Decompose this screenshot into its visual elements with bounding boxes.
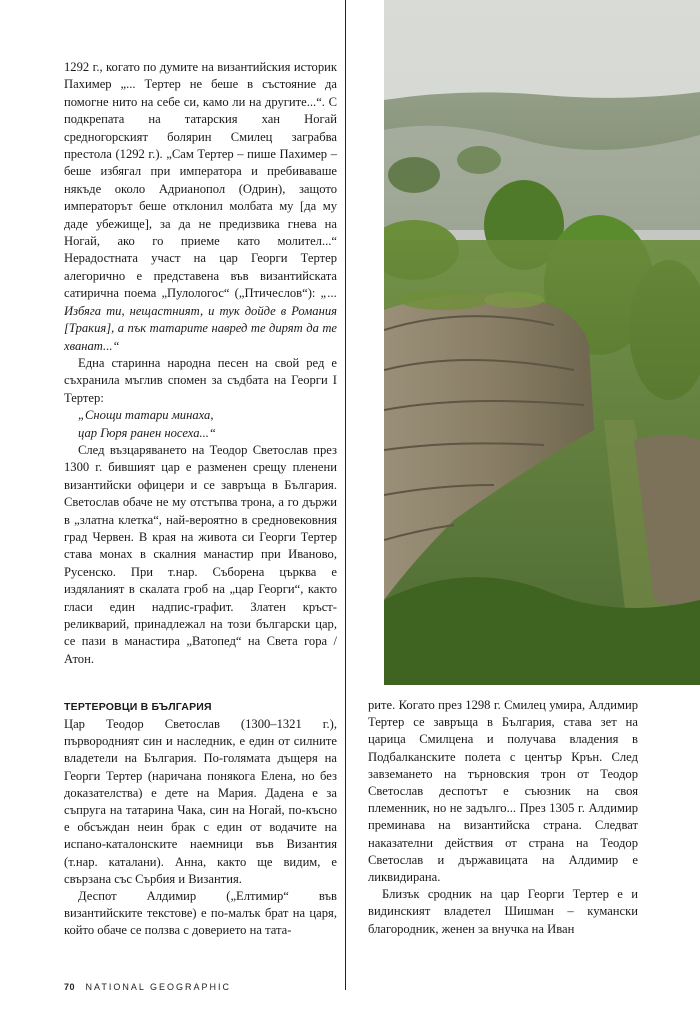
poem-quote: „... Избяга ти, нещастният, и тук дойде в Романия [Тракия], а пък татарите навред те дирят да те хванат...“ [64, 286, 337, 353]
landscape-illustration [384, 0, 700, 685]
column-divider [345, 0, 346, 690]
paragraph-aldimir-start: Деспот Алдимир („Елтимир“ във византийските текстове) е по-малък брат на царя, който обаче се ползва с доверието на тата- [64, 889, 337, 938]
lower-column-divider [345, 690, 346, 990]
verse-line-2: цар Гюря ранен носеха...“ [78, 425, 216, 440]
paragraph-theodore-svetoslav: Цар Теодор Светослав (1300–1321 г.), първородният син и наследник, е един от силните владетели на България. По-голямата дъщеря на Георги Тертер (наричана понякога Елена, но без доказателства) е дете на Мария. Дадена е за съпруга на татарина Чака, син на Ногай, по-късно е обсъждан неин брак с един от водачите на испано-каталонските наемници във Византия (т.нар. каталани). Анна, както ще видим, е свързана със Сърбия и Византия. [64, 717, 337, 886]
paragraph-pachymeres: 1292 г., когато по думите на византийския историк Пахимер „... Тертер не беше в състояние да помогне нито на себе си, камо ли на другите...“. С подкрепата на татарския хан Ногай средногорският болярин Смилец заграбва престола (1292 г.). „Сам Тертер – пише Пахимер – беше избягал при императора и пребиваваше някъде около Адрианопол (Одрин), защото императорът беше отклонил молбата му [да му даде убежище], за да не предизвика гнева на Ногай, ако го приеме като молител...“ Нерадостната участ на цар Георги Тертер алегорично е представена във византийската сатирична поема „Пулологос“ („Птичеслов“): „... Избяга ти, нещастният, и тук дойде в Романия [Тракия], а пък татарите навред те дирят да те хванат...“ [64, 60, 337, 353]
fortress-wall-photo [384, 0, 700, 685]
publication-name: NATIONAL GEOGRAPHIC [85, 982, 232, 992]
paragraph-shishman: Близък сродник на цар Георги Тертер е и видинският владетел Шишман – кумански благородник, женен за внучка на Иван [368, 887, 638, 936]
page-number: 70 [64, 982, 76, 992]
paragraph-folk-song: Една старинна народна песен на свой ред е съхранила мъглив спомен за съдбата на Георги I Тертер: [64, 355, 337, 405]
section-heading: ТЕРТЕРОВЦИ В БЪЛГАРИЯ [64, 701, 212, 713]
page-footer [64, 982, 231, 992]
paragraph-aldimir-end: рите. Когато през 1298 г. Смилец умира, Алдимир Тертер се завръща в България, става зет на царица Смилцена и получава владения в Подбалканските полета с център Крън. След завземането на търновския трон от Теодор Светослав деспотът е съюзник на своя племенник, но не задълго... През 1305 г. Алдимир преминава на византийска страна. Следват наказателни действия от страна на Теодор Светослав и държавицата на Алдимир е ликвидирана. [368, 698, 638, 885]
bottom-right-text-column [368, 697, 638, 938]
bottom-left-text-column [64, 716, 337, 940]
paragraph-exile: След възцаряването на Теодор Светослав през 1300 г. бившият цар е разменен срещу пленени византийски офицери и се завръща в България. Светослав обаче не му отстъпва трона, а го държи в „златна клетка“, най-вероятно в средновековния град Червен. В края на живота си Георги Тертер става монах в скалния манастир при Иваново, Русенско. При т.нар. Съборена църква е издяланият в скалата гроб на „цар Георги“, както гласи един надпис-графит. Златен кръст-реликварий, принадлежал на този български цар, се пази в манастира „Ватопед“ на Света гора /Атон. [64, 442, 337, 666]
verse-line-1: „Снощи татари минаха, [78, 408, 214, 423]
top-left-text-column [64, 59, 337, 668]
